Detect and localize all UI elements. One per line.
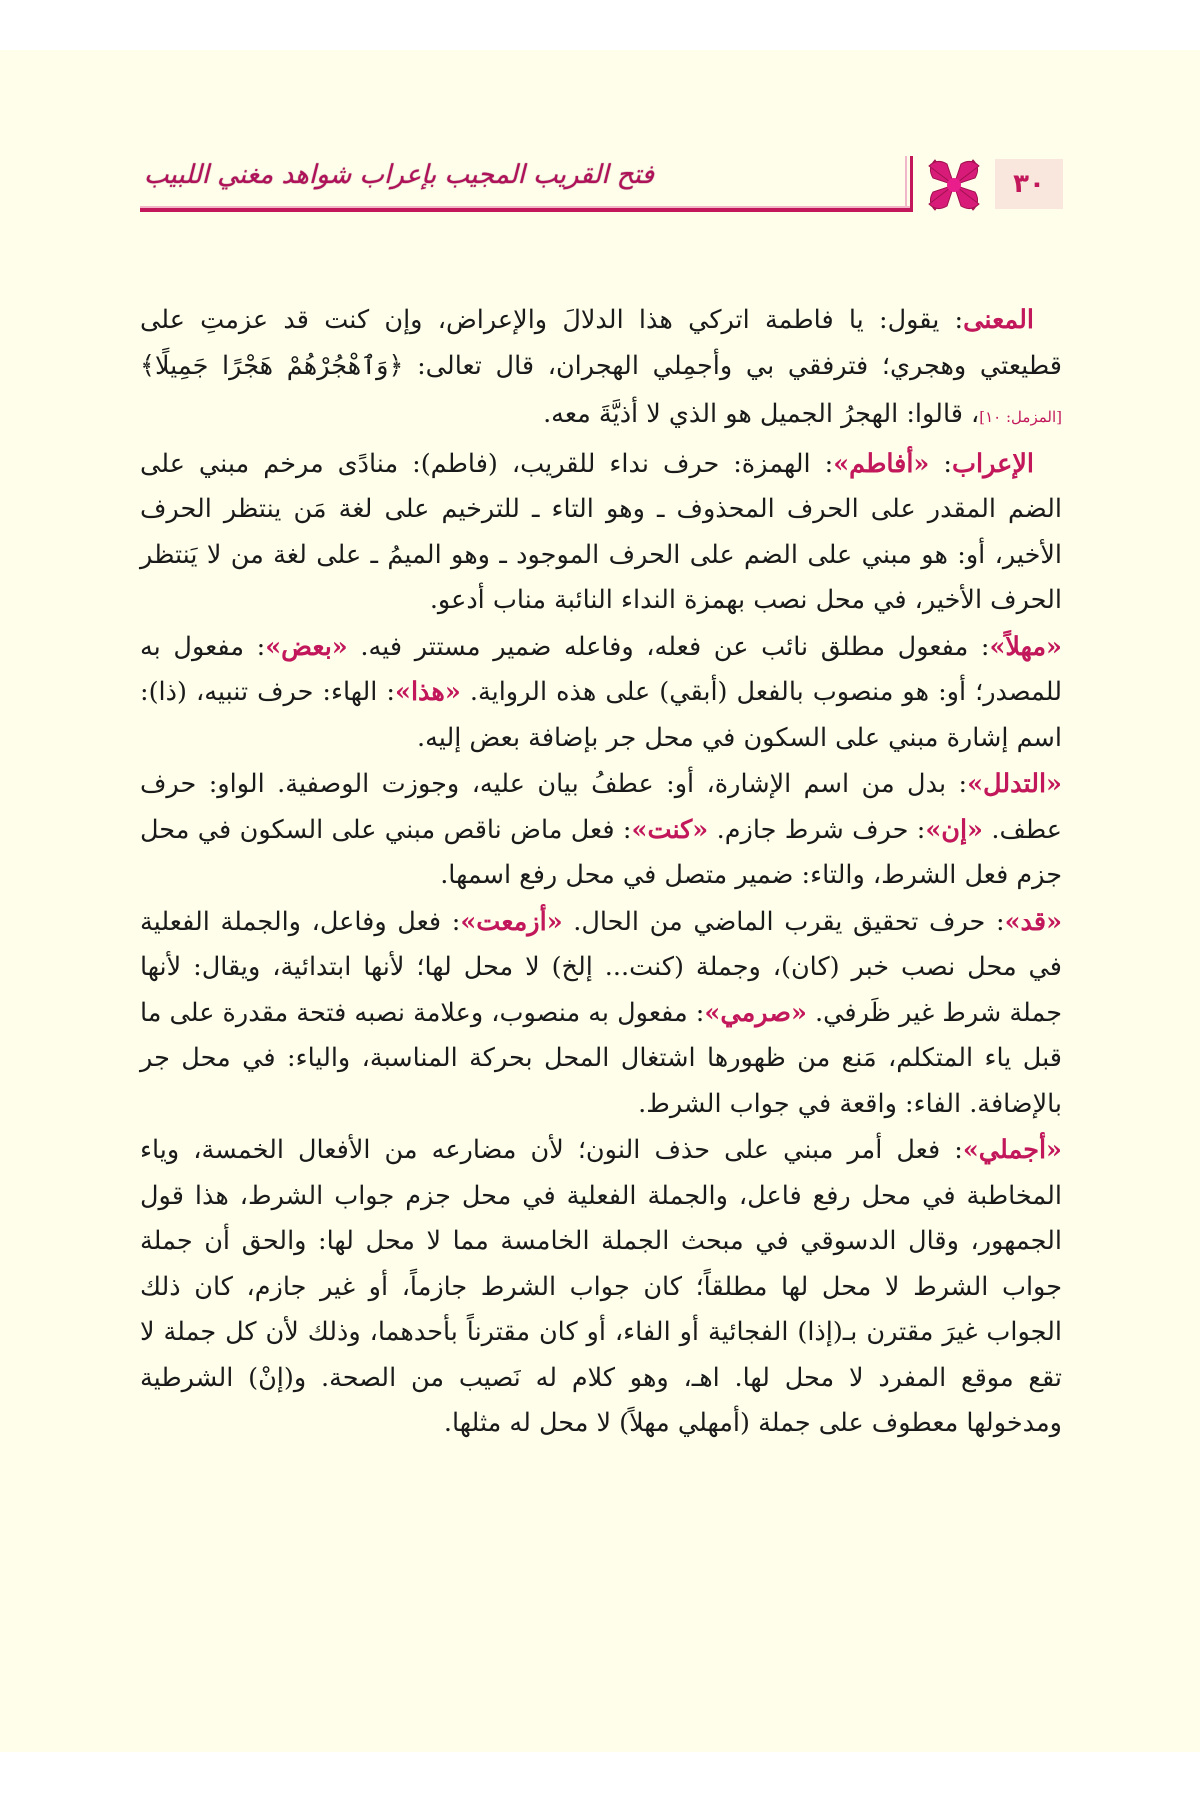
irab-text-0: :	[929, 448, 952, 479]
quran-citation: [المزمل: ١٠]	[979, 408, 1062, 426]
page-number: ٣٠	[995, 159, 1063, 209]
text: : فعل ماض ناقص مبني على السكون في محل جزم فعل الشرط، والتاء: ضمير متصل في محل رفع اسمها.	[140, 814, 1062, 890]
keyword-in: «إن»	[925, 814, 983, 845]
page-content	[140, 298, 1062, 1448]
meaning-text-1: : يقول: يا فاطمة اتركي هذا الدلالَ والإعراض، وإن كنت قد عزمتِ على قطيعتي وهجري؛ فترفقي بي وأجمِلي الهجران، قال تعالى:	[140, 305, 1062, 381]
title-frame	[140, 156, 913, 212]
text: : مفعول مطلق نائب عن فعله، وفاعله ضمير مستتر فيه.	[347, 631, 990, 662]
keyword-tadallul: «التدلل»	[967, 769, 1062, 799]
text: : فعل وفاعل، والجملة الفعلية في محل نصب خبر (كان)، وجملة (كنت... إلخ) لا محل لها؛ لأنها ابتدائية، ويقال: لأنها جملة شرط غير ظَرفي.	[140, 906, 1063, 1028]
text: : مفعول به للمصدر؛ أو: هو منصوب بالفعل (أبقي) على هذه الرواية.	[140, 631, 1062, 707]
keyword-bad: «بعض»	[265, 631, 348, 662]
text: : فعل أمر مبني على حذف النون؛ لأن مضارعه من الأفعال الخمسة، وياء المخاطبة في محل رفع فاعل، والجملة الفعلية في محل جزم جواب الشرط، هذا قول الجمهور، وقال الدسوقي في مبحث الجملة الخامسة مما لا محل لها: والحق أن جملة جواب الشرط لا محل لها مطلقاً؛ كان جواب الشرط جازماً، أو غير جازم، كان ذلك الجواب غيرَ مقترن بـ(إذا) الفجائية أو الفاء، أو كان مقترناً بأحدهما، وذلك لأن كل جملة لا تقع موقع المفرد لا محل لها. اهـ، وهو كلام له نَصيب من الصحة. و(إنْ) الشرطية ومدخولها معطوف على جملة (أمهلي مهلاً) لا محل له مثلها.	[140, 1135, 1062, 1438]
irab-paragraph	[140, 442, 1062, 624]
keyword-mahlan: «مهلاً»	[989, 631, 1062, 662]
keyword-sarmi: «صرمي»	[704, 997, 807, 1028]
paragraph-tadallul	[140, 762, 1062, 899]
book-title: فتح القريب المجيب بإعراب شواهد مغني اللبيب	[144, 160, 654, 190]
keyword-qad: «قد»	[1004, 906, 1063, 937]
irab-label: الإعراب	[951, 448, 1034, 479]
keyword-azmat: «أزمعت»	[460, 906, 563, 937]
meaning-text-2: ، قالوا: الهجرُ الجميل هو الذي لا أذيَّةَ معه.	[543, 399, 980, 429]
text: : حرف شرط جازم.	[708, 814, 926, 845]
text: : الهاء: حرف تنبيه، (ذا): اسم إشارة مبني على السكون في محل جر بإضافة بعض إليه.	[140, 677, 1062, 753]
header-rule	[140, 206, 910, 212]
keyword-kunt: «كنت»	[631, 814, 709, 845]
paragraph-mahlan	[140, 625, 1062, 762]
paragraph-qad	[140, 900, 1062, 1128]
page-header	[140, 156, 1063, 214]
text: : بدل من اسم الإشارة، أو: عطفُ بيان عليه، وجوزت الوصفية. الواو: حرف عطف.	[140, 769, 1062, 845]
text: : حرف تحقيق يقرب الماضي من الحال.	[562, 906, 1005, 937]
irab-text-2: : الهمزة: حرف نداء للقريب، (فاطم): منادًى مرخم مبني على الضم المقدر على الحرف المحذوف ـ وهو التاء ـ للترخيم على لغة مَن ينتظر الحرف الأخير، أو: هو مبني على الضم على الحرف الموجود ـ وهو الميمُ ـ على لغة من لا يَنتظر الحرف الأخير، في محل نصب بهمزة النداء النائبة مناب أدعو.	[140, 448, 1062, 615]
keyword-afatim: «أفاطم»	[833, 448, 930, 479]
keyword-ajmili: «أجملي»	[962, 1135, 1062, 1165]
text: : مفعول به منصوب، وعلامة نصبه فتحة مقدرة على ما قبل ياء المتكلم، مَنع من ظهورها اشتغال المحل بحركة المناسبة، والياء: في محل جر بالإضافة. الفاء: واقعة في جواب الشرط.	[140, 997, 1062, 1119]
meaning-label: المعنى	[963, 305, 1034, 335]
quran-close-bracket: ﴾	[140, 350, 155, 381]
meaning-paragraph	[140, 298, 1062, 441]
book-page	[0, 50, 1200, 1752]
paragraph-ajmili	[140, 1128, 1062, 1447]
flower-ornament-icon	[925, 156, 983, 214]
quran-open-bracket: ﴿	[388, 350, 404, 381]
quran-verse: وَٱهْجُرْهُمْ هَجْرًا جَمِيلًا	[154, 350, 389, 381]
keyword-hadha: «هذا»	[395, 677, 461, 707]
